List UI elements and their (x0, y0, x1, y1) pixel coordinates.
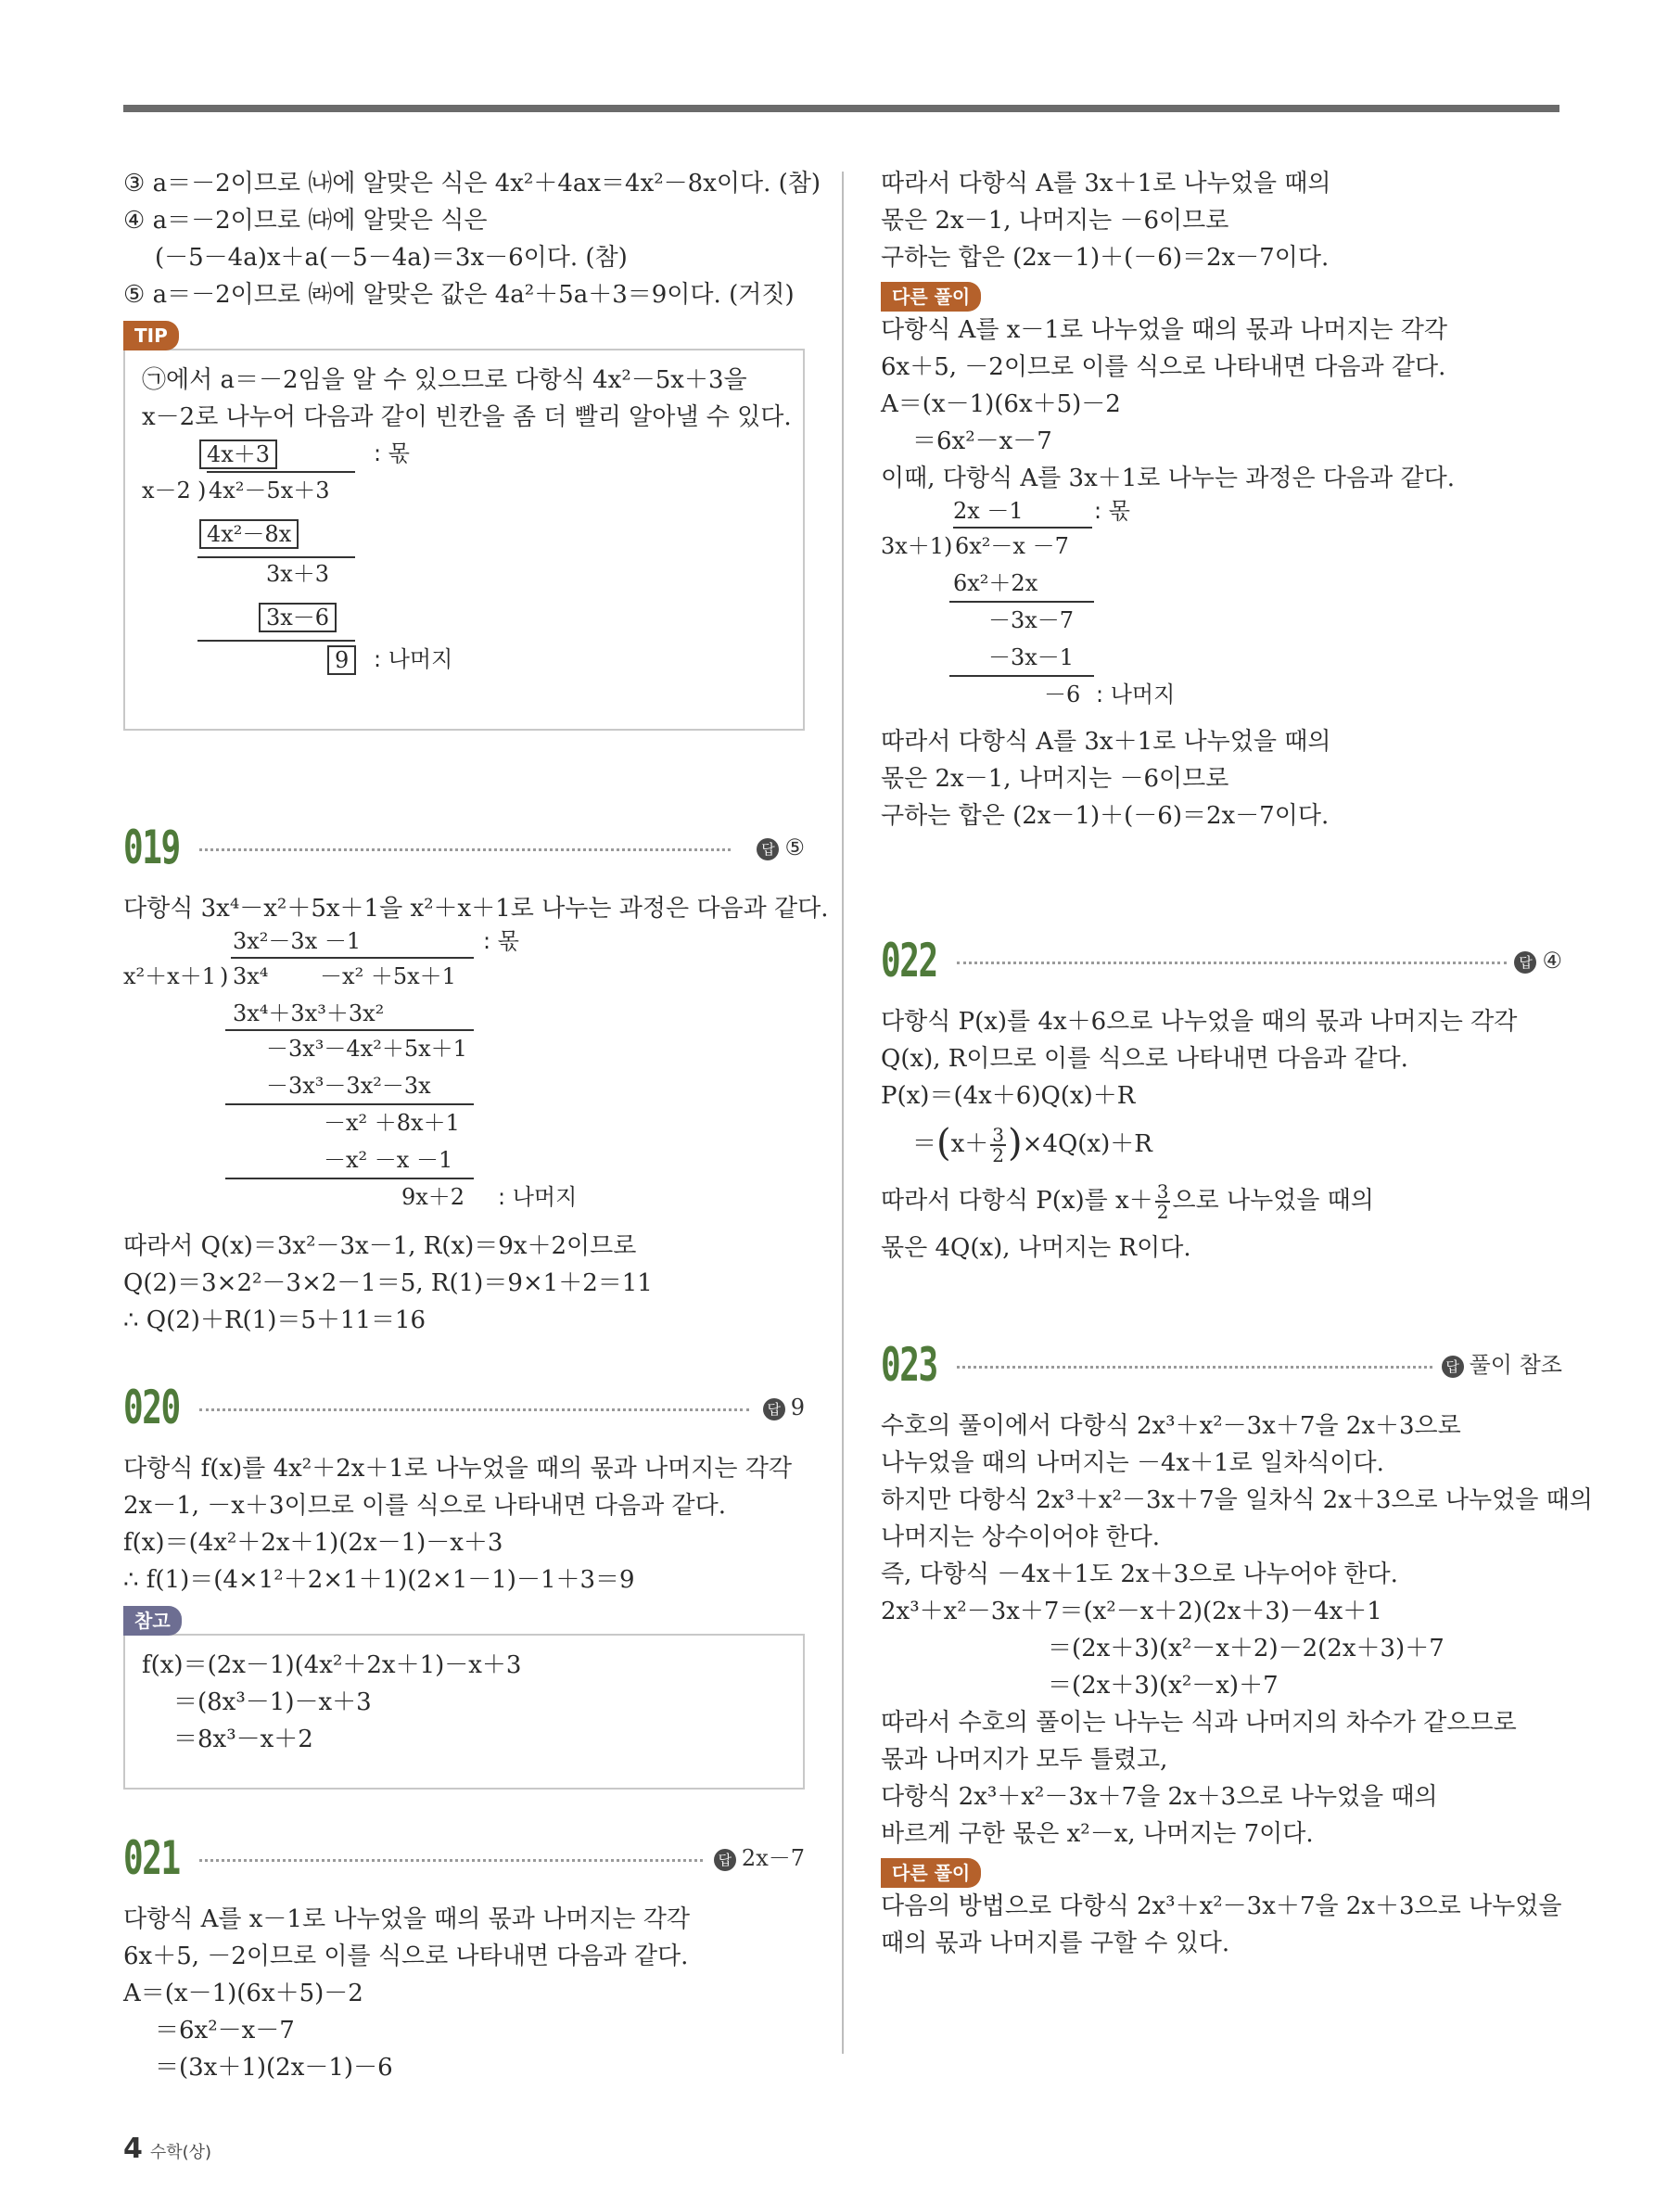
dividend: 4x²－5x＋3 (209, 478, 330, 503)
text-line: 바르게 구한 몫은 x²－x, 나머지는 7이다. (881, 1820, 1314, 1848)
remainder-label: : 나머지 (374, 646, 453, 672)
text-line: Q(x), R이므로 이를 식으로 나타내면 다음과 같다. (881, 1045, 1408, 1073)
text-line: 다항식 A를 x－1로 나누었을 때의 몫과 나머지는 각각 (123, 1905, 691, 1933)
text-line: 따라서 Q(x)＝3x²－3x－1, R(x)＝9x＋2이므로 (123, 1232, 637, 1260)
text-line: ∴ Q(2)＋R(1)＝5＋11＝16 (123, 1306, 426, 1334)
text-line: 나누었을 때의 나머지는 －4x＋1로 일차식이다. (881, 1449, 1384, 1477)
equation-part: ×4Q(x)＋R (1022, 1130, 1152, 1158)
answer-badge-icon: 답 (1514, 951, 1536, 974)
text-line: 구하는 합은 (2x－1)＋(－6)＝2x－7이다. (881, 802, 1330, 830)
text-line: 몫은 4Q(x), 나머지는 R이다. (881, 1234, 1191, 1262)
text-line: 2x³＋x²－3x＋7＝(x²－x＋2)(2x＋3)－4x＋1 (881, 1598, 1382, 1625)
page-footer (123, 2133, 211, 2165)
alt-solution-label: 다른 풀이 (881, 1858, 981, 1888)
answer (756, 1378, 805, 1437)
dotted-leader (957, 962, 1507, 964)
text-part: 으로 나누었을 때의 (1172, 1187, 1374, 1215)
text-line: A＝(x－1)(6x＋5)－2 (881, 390, 1121, 418)
text-line: 6x＋5, －2이므로 이를 식으로 나타내면 다음과 같다. (123, 1943, 689, 1970)
right-column (881, 165, 1593, 1962)
text-line: 따라서 수호의 풀이는 나누는 식과 나머지의 차수가 같으므로 (881, 1709, 1517, 1737)
top-rule (123, 105, 1559, 112)
division-step: －x² －x －1 (324, 1147, 453, 1173)
text-line: ∴ f(1)＝(4×1²＋2×1＋1)(2×1－1)－1＋3＝9 (123, 1566, 635, 1594)
text-line: 다항식 3x⁴－x²＋5x＋1을 x²＋x＋1로 나누는 과정은 다음과 같다. (123, 895, 829, 923)
text-line: 2x－1, －x＋3이므로 이를 식으로 나타내면 다음과 같다. (123, 1492, 727, 1520)
note-box (123, 1634, 805, 1790)
tip-long-division (142, 436, 786, 695)
problem-023-header (881, 1335, 1562, 1395)
note-section (123, 1606, 805, 1790)
problem-number: 020 (123, 1381, 180, 1434)
alt-solution-label: 다른 풀이 (881, 282, 981, 312)
fraction-numerator: 3 (992, 1124, 1005, 1146)
text-line: 몫과 나머지가 모두 틀렸고, (881, 1746, 1168, 1774)
text-line: ⑤ a＝－2이므로 ㈑에 알맞은 값은 4a²＋5a＋3＝9이다. (거짓) (123, 281, 795, 309)
division-bar (953, 527, 1092, 529)
answer (1434, 1335, 1562, 1395)
text-line: 따라서 다항식 A를 3x＋1로 나누었을 때의 (881, 170, 1331, 197)
text-line: 다항식 P(x)를 4x＋6으로 나누었을 때의 몫과 나머지는 각각 (881, 1008, 1518, 1036)
division-bar (231, 957, 474, 959)
note-line: f(x)＝(2x－1)(4x²＋2x＋1)－x＋3 (142, 1651, 522, 1679)
division-rule (225, 1029, 474, 1031)
left-column (123, 165, 829, 2086)
text-line: P(x)＝(4x＋6)Q(x)＋R (881, 1082, 1136, 1110)
text-line: 다음의 방법으로 다항식 2x³＋x²－3x＋7을 2x＋3으로 나누었을 (881, 1892, 1562, 1920)
dividend: 3x⁴ －x² ＋5x＋1 (233, 963, 456, 989)
dotted-leader (199, 848, 731, 851)
text-line: ＝(2x＋3)(x²－x)＋7 (1048, 1672, 1279, 1700)
answer-badge-icon: 답 (757, 838, 779, 860)
answer (1507, 931, 1562, 990)
divisor: 3x＋1 (881, 533, 945, 559)
remainder-label: : 나머지 (498, 1184, 578, 1210)
tip-label: TIP (123, 321, 179, 350)
answer-value: ⑤ (784, 834, 805, 860)
answer-badge-icon: 답 (763, 1398, 785, 1420)
division-bracket: ) (197, 478, 207, 503)
fraction-denominator: 2 (1156, 1201, 1169, 1223)
left-paren-glyph: ( (936, 1122, 951, 1165)
division-step: －3x－7 (988, 607, 1075, 633)
tip-line: ㉠에서 a＝－2임을 알 수 있으므로 다항식 4x²－5x＋3을 (142, 366, 747, 394)
problem-019-header (123, 818, 805, 877)
answer-badge-icon: 답 (1442, 1356, 1464, 1378)
quotient: 3x²－3x －1 (233, 928, 362, 954)
division-rule (949, 601, 1094, 603)
text-line: f(x)＝(4x²＋2x＋1)(2x－1)－x＋3 (123, 1529, 503, 1557)
division-step: －x² ＋8x＋1 (324, 1110, 460, 1136)
quotient-label: : 몫 (1094, 498, 1130, 524)
fraction-numerator: 3 (1156, 1180, 1169, 1203)
quotient: 2x －1 (953, 498, 1024, 524)
text-line: 수호의 풀이에서 다항식 2x³＋x²－3x＋7을 2x＋3으로 (881, 1412, 1461, 1440)
division-step: 3x⁴＋3x³＋3x² (233, 1000, 385, 1026)
remainder: －6 (1044, 682, 1081, 707)
text-line: ＝(2x＋3)(x²－x＋2)－2(2x＋3)＋7 (1048, 1635, 1445, 1662)
text-line: ＝(3x＋1)(2x－1)－6 (155, 2054, 393, 2082)
answer-badge-icon: 답 (714, 1849, 736, 1871)
division-step: －3x－1 (988, 644, 1075, 670)
division-step: －3x³－4x²＋5x＋1 (266, 1036, 467, 1062)
answer-value: 풀이 참조 (1469, 1352, 1562, 1378)
division-rule (225, 1178, 474, 1179)
text-line: ④ a＝－2이므로 ㈐에 알맞은 식은 (123, 207, 488, 235)
tip-box (123, 349, 805, 731)
page-number: 4 (123, 2133, 143, 2165)
problem-021-header (123, 1828, 805, 1888)
problem-number: 022 (881, 934, 937, 987)
text-line: ＝6x²－x－7 (155, 2017, 295, 2045)
text-line: 다항식 f(x)를 4x²＋2x＋1로 나누었을 때의 몫과 나머지는 각각 (123, 1455, 793, 1483)
fraction (990, 1126, 1006, 1165)
long-division-021 (881, 497, 1562, 723)
text-line: 따라서 다항식 A를 3x＋1로 나누었을 때의 (881, 728, 1331, 756)
equation-part: ＝ (912, 1130, 937, 1158)
dividend: 6x²－x －7 (955, 533, 1069, 559)
equation-part: x＋ (950, 1130, 989, 1158)
text-line: ③ a＝－2이므로 ㈏에 알맞은 식은 4x²＋4ax＝4x²－8x이다. (참) (123, 170, 821, 197)
text-line: 이때, 다항식 A를 3x＋1로 나누는 과정은 다음과 같다. (881, 465, 1455, 492)
divisor: x－2 (142, 478, 191, 503)
note-line: ＝8x³－x＋2 (173, 1726, 313, 1753)
column-divider (842, 172, 844, 2054)
division-rule (197, 640, 355, 642)
tip-step3-box: 3x－6 (259, 603, 337, 632)
answer-value: 9 (790, 1395, 805, 1420)
division-step: 6x²＋2x (953, 570, 1038, 596)
division-rule (949, 675, 1094, 677)
quotient-label: : 몫 (483, 928, 519, 954)
equation-line (881, 1115, 1562, 1172)
problem-number: 021 (123, 1831, 180, 1885)
text-line: 6x＋5, －2이므로 이를 식으로 나타내면 다음과 같다. (881, 353, 1446, 381)
problem-022-header (881, 931, 1562, 990)
text-line: ＝6x²－x－7 (912, 427, 1052, 455)
text-line: 즉, 다항식 －4x＋1도 2x＋3으로 나누어야 한다. (881, 1560, 1398, 1588)
text-line: 때의 몫과 나머지를 구할 수 있다. (881, 1930, 1230, 1957)
text-line: 나머지는 상수이어야 한다. (881, 1523, 1161, 1551)
book-title: 수학(상) (149, 2143, 212, 2162)
division-bracket: ) (944, 533, 953, 559)
divisor: x²＋x＋1 (123, 963, 216, 989)
text-line: 하지만 다항식 2x³＋x²－3x＋7을 일차식 2x＋3으로 나누었을 때의 (881, 1486, 1593, 1514)
text-line: 다항식 A를 x－1로 나누었을 때의 몫과 나머지는 각각 (881, 316, 1448, 344)
long-division-019 (123, 927, 805, 1228)
tip-step1-box: 4x²－8x (199, 519, 299, 549)
answer (706, 1828, 805, 1888)
tip-line: x－2로 나누어 다음과 같이 빈칸을 좀 더 빨리 알아낼 수 있다. (142, 403, 792, 431)
text-line: Q(2)＝3×2²－3×2－1＝5, R(1)＝9×1＋2＝11 (123, 1269, 653, 1297)
text-line: (－5－4a)x＋a(－5－4a)＝3x－6이다. (참) (155, 244, 628, 272)
text-line: 몫은 2x－1, 나머지는 －6이므로 (881, 765, 1229, 793)
tip-remainder-box: 9 (327, 645, 356, 675)
dotted-leader (199, 1408, 749, 1411)
text-line: 몫은 2x－1, 나머지는 －6이므로 (881, 207, 1229, 235)
remainder-label: : 나머지 (1096, 682, 1176, 707)
problem-020-header (123, 1378, 805, 1437)
fraction (1155, 1182, 1171, 1221)
problem-number: 023 (881, 1338, 937, 1392)
text-line (881, 1172, 1562, 1229)
answer-value: ④ (1542, 948, 1562, 974)
division-step: 3x＋3 (266, 561, 330, 587)
division-step: －3x³－3x²－3x (266, 1073, 431, 1099)
text-line: 구하는 합은 (2x－1)＋(－6)＝2x－7이다. (881, 244, 1330, 272)
division-rule (225, 1103, 474, 1105)
right-paren-glyph: ) (1008, 1122, 1023, 1165)
note-label: 참고 (123, 1606, 182, 1636)
division-bracket: ) (220, 963, 229, 989)
remainder: 9x＋2 (401, 1184, 465, 1210)
text-part: 따라서 다항식 P(x)를 x＋ (881, 1187, 1153, 1215)
text-line: 다항식 2x³＋x²－3x＋7을 2x＋3으로 나누었을 때의 (881, 1783, 1438, 1811)
answer-value: 2x－7 (741, 1845, 805, 1871)
dotted-leader (199, 1859, 703, 1862)
tip-section (123, 321, 805, 731)
division-rule (197, 556, 355, 558)
note-line: ＝(8x³－1)－x＋3 (173, 1688, 372, 1716)
tip-quotient-box: 4x＋3 (199, 439, 277, 469)
division-bar (207, 471, 355, 473)
problem-number: 019 (123, 821, 180, 874)
answer (749, 818, 805, 877)
fraction-denominator: 2 (992, 1144, 1005, 1166)
quotient-label: : 몫 (374, 440, 410, 466)
text-line: A＝(x－1)(6x＋5)－2 (123, 1980, 363, 2007)
dotted-leader (957, 1366, 1432, 1369)
